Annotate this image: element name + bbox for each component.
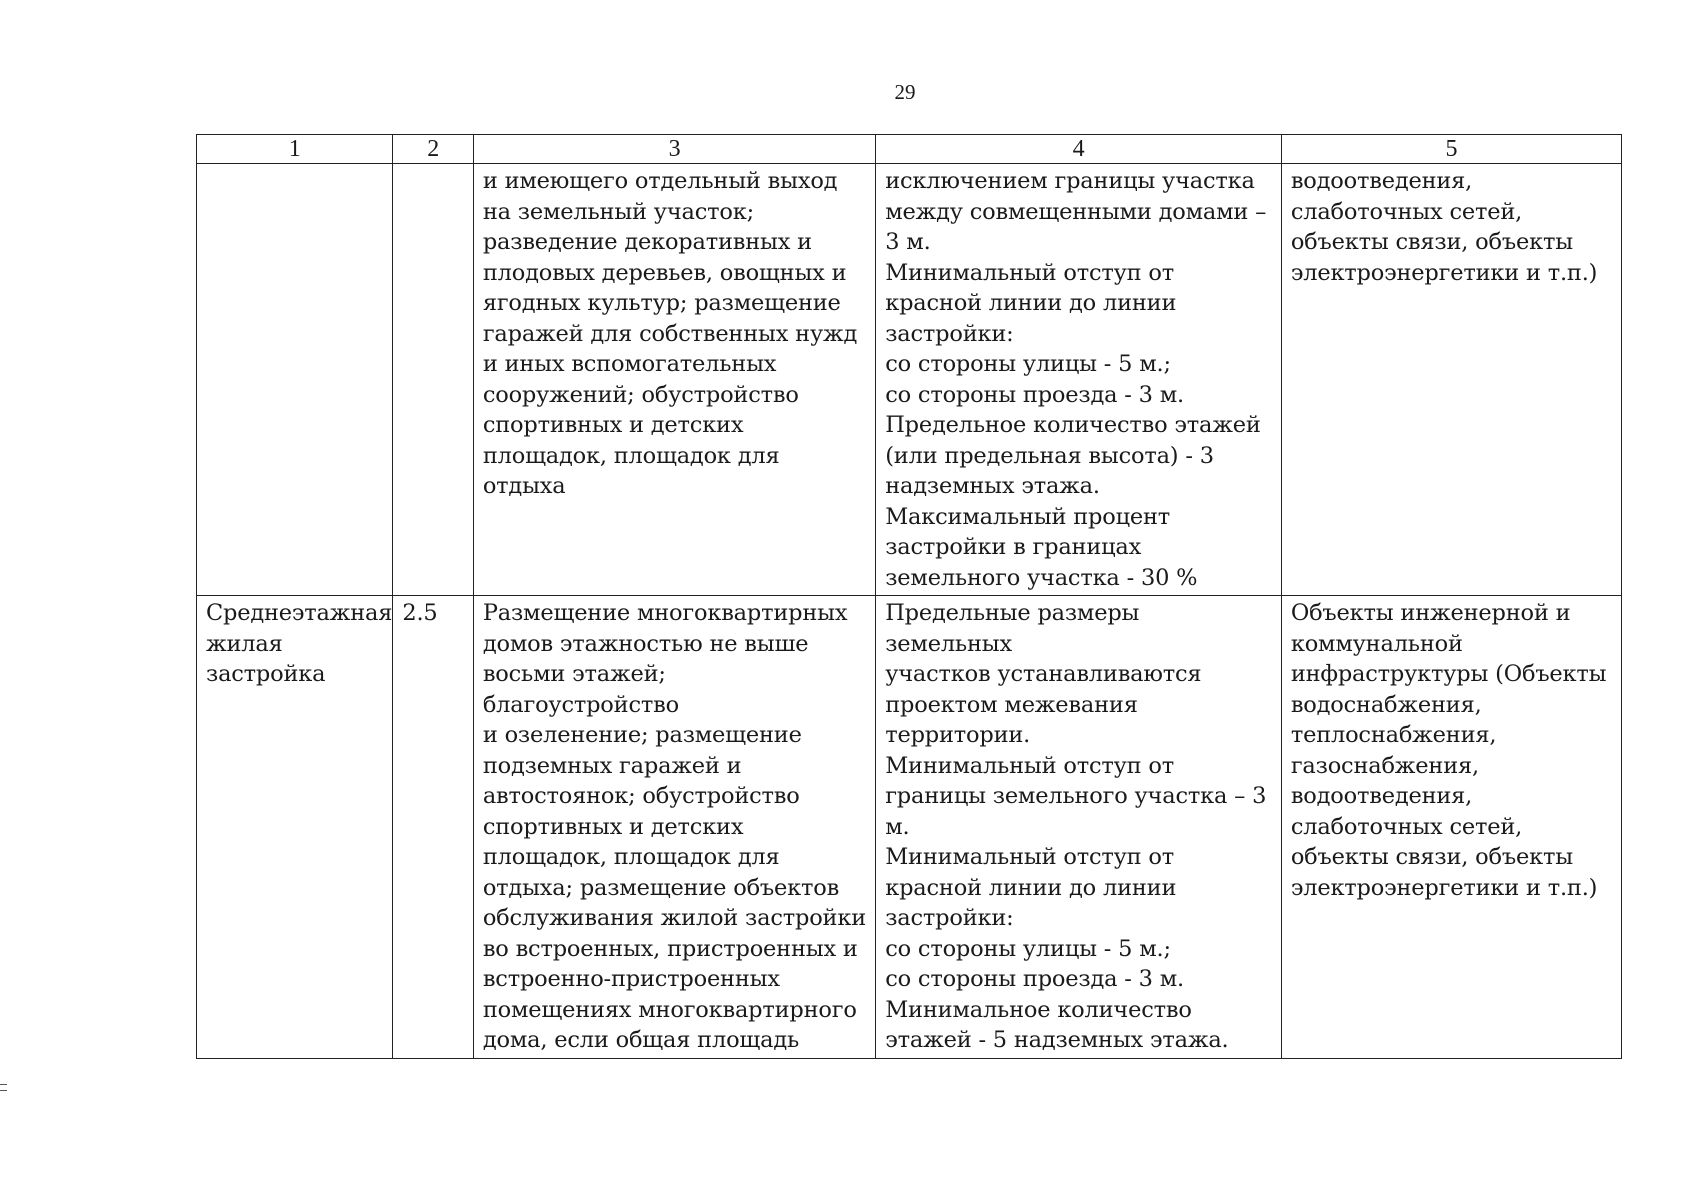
page-number: 29 (894, 80, 916, 104)
use-name-text: Среднеэтажная жилая застройка (206, 600, 393, 687)
infrastructure-cell (1281, 596, 1621, 1059)
use-code-cell (393, 596, 473, 1059)
column-header-4: 4 (876, 135, 1282, 164)
column-header-3: 3 (473, 135, 875, 164)
column-header-1: 1 (197, 135, 393, 164)
zoning-regulations-table (196, 134, 1622, 1059)
use-description-text: и имеющего отдельный выход на земельный участок; разведение декоративных и плодовых деревьев, овощных и ягодных культур; размещение гаражей для собственных нужд и иных вспомогательных сооружений; обустройство спортивных и детских площадок, площадок для отдыха (482, 168, 858, 499)
column-header-5: 5 (1281, 135, 1621, 164)
parameters-cell (876, 596, 1282, 1059)
table-row (197, 164, 1622, 596)
parameters-cell (876, 164, 1282, 596)
use-description-text: Размещение многоквартирных домов этажностью не выше восьми этажей; благоустройство и озеленение; размещение подземных гаражей и автостоянок; обустройство спортивных и детских площадок, площадок для отдыха; размещение объектов обслуживания жилой застройки во встроенных, пристроенных и встроенно-пристроенных помещениях многоквартирного дома, если общая площадь (482, 600, 866, 1053)
use-name-cell (197, 164, 393, 596)
infrastructure-text: водоотведения, слаботочных сетей, объекты связи, объекты электроэнергетики и т.п.) (1290, 168, 1598, 286)
use-name-cell (197, 596, 393, 1059)
table-header-row (197, 135, 1622, 164)
table-row (197, 596, 1622, 1059)
scan-edge-mark (0, 1084, 7, 1091)
use-code-text: 2.5 (402, 600, 438, 626)
infrastructure-text: Объекты инженерной и коммунальной инфраструктуры (Объекты водоснабжения, теплоснабжения, газоснабжения, водоотведения, слаботочных сетей, объекты связи, объекты электроэнергетики и т.п.) (1290, 600, 1607, 901)
use-code-cell (393, 164, 473, 596)
column-header-2: 2 (393, 135, 473, 164)
use-description-cell (473, 164, 875, 596)
parameters-text: исключением границы участка между совмещенными домами – 3 м. Минимальный отступ от красной линии до линии застройки: со стороны улицы - 5 м.; со стороны проезда - 3 м. Предельное количество этажей (или предельная высота) - 3 надземных этажа. Максимальный процент застройки в границах земельного участка - 30 % (885, 168, 1267, 591)
use-description-cell (473, 596, 875, 1059)
parameters-text: Предельные размеры земельных участков устанавливаются проектом межевания территории. Минимальный отступ от границы земельного участка – 3 м. Минимальный отступ от красной линии до линии застройки: со стороны улицы - 5 м.; со стороны проезда - 3 м. Минимальное количество этажей - 5 надземных этажа. (885, 600, 1267, 1053)
infrastructure-cell (1281, 164, 1621, 596)
